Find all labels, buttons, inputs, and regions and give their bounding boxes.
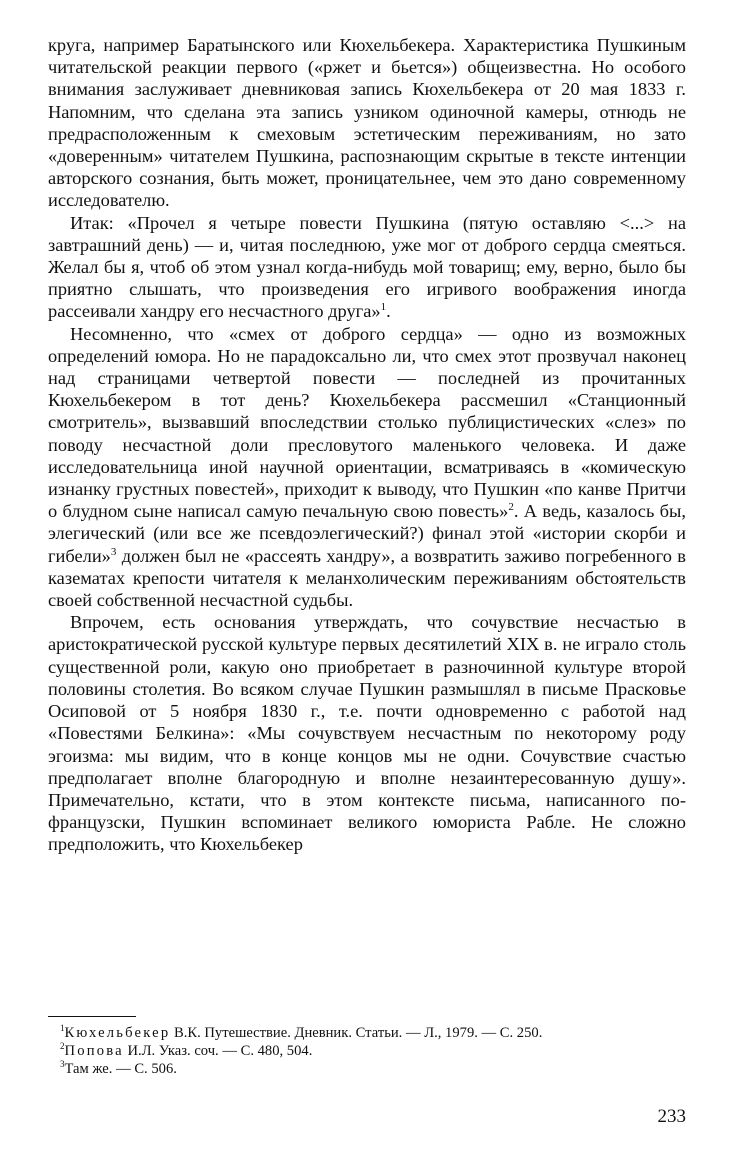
- paragraph-3-text-a: Несомненно, что «смех от доброго сердца» — одно из возможных определений юмора. Но не парадоксально ли, что смех этот прозвучал наконец над страницами четвертой повести — последней из прочитанных Кюхельбекером в тот день? Кюхельбекера рассмешил «Станционный смотритель», вызвавший впоследствии столько публицистических «слез» по поводу несчастной доли пресловутого маленького человека. И даже исследовательница иной научной ориентации, всматриваясь в «комическую изнанку грустных повестей», приходит к выводу, что Пушкин «по канве Притчи о блудном сыне написал самую печальную свою повесть»: [48, 323, 686, 522]
- paragraph-4-text: Впрочем, есть основания утверждать, что сочувствие несчастью в аристократической русской культуре первых десятилетий XIX в. не играло столь существенной роли, какую оно приобретает в разночинной культуре второй половины столетия. Во всяком случае Пушкин размышлял в письме Прасковье Осиповой от 5 ноября 1830 г., т.е. почти одновременно с работой над «Повестями Белкина»: «Мы сочувствуем несчастным по некоторому роду эгоизма: мы видим, что в конце концов мы не одни. Сочувствие счастью предполагает вполне благородную и вполне незаинтересованную душу». Примечательно, кстати, что в этом контексте письма, написанного по-французски, Пушкин вспоминает великого юмориста Рабле. Не сложно предположить, что Кюхельбекер: [48, 612, 686, 855]
- paragraph-3-text-b: . А ведь, казалось бы, элегический (или все же псевдоэлегический?) финал этой «истории скорби и гибели»: [48, 501, 686, 566]
- footnote-3: [60, 1060, 686, 1078]
- footnote-ref-3: 3: [110, 545, 117, 558]
- paragraph-1-text: круга, например Баратынского или Кюхельбекера. Характеристика Пушкиным читательской реакции первого («ржет и бьется») общеизвестна. Но особого внимания заслуживает дневниковая запись Кюхельбекера от 20 мая 1833 г. Напомним, что сделана эта запись узником одиночной камеры, отнюдь не предрасположенным к смеховым эстетическим переживаниям, но зато «доверенным» читателем Пушкина, распознающим скрытые в тексте интенции авторского сознания, быть может, проницательнее, чем это дано современному исследователю.: [48, 35, 686, 211]
- main-text: [48, 34, 686, 856]
- footnote-2-author: Попова: [64, 1043, 124, 1059]
- footnote-2-text: И.Л. Указ. соч. — С. 480, 504.: [123, 1043, 313, 1059]
- footnote-ref-1: 1: [380, 301, 387, 314]
- footnote-2: [60, 1042, 686, 1060]
- footnote-3-text: Там же. — С. 506.: [64, 1061, 177, 1077]
- page-number: 233: [657, 1106, 686, 1127]
- footnote-2-mark: 2: [60, 1041, 65, 1052]
- footnote-divider: [48, 1016, 136, 1017]
- paragraph-3-text-c: должен был не «рассеять хандру», а возвратить заживо погребенного в казематах крепости читателя к меланхолическим переживаниям обстоятельств своей собственной несчастной судьбы.: [48, 545, 686, 611]
- paragraph-3: [48, 323, 686, 612]
- paragraph-1: [48, 34, 686, 212]
- footnotes: [60, 1024, 686, 1078]
- footnote-1-text: В.К. Путешествие. Дневник. Статьи. — Л., 1979. — С. 250.: [170, 1025, 543, 1041]
- footnote-ref-2: 2: [508, 501, 514, 514]
- paragraph-2-text: Итак: «Прочел я четыре повести Пушкина (пятую оставляю <...> на завтрашний день) — и, читая последнюю, уже мог от доброго сердца смеяться. Желал бы я, чтоб об этом узнал когда-нибудь мой товарищ; ему, верно, было бы приятно слышать, что произведения его игривого воображения иногда рассеивали хандру его несчастного друга»: [48, 212, 686, 322]
- paragraph-4: [48, 611, 686, 855]
- footnote-1-author: Кюхельбекер: [64, 1025, 171, 1041]
- footnote-1: [60, 1024, 686, 1042]
- footnote-3-mark: 3: [60, 1059, 65, 1070]
- page-body: [48, 34, 686, 856]
- footnote-1-mark: 1: [60, 1023, 65, 1034]
- paragraph-2: Итак: «Прочел я четыре повести Пушкина (пятую оставляю <...> на завтрашний день) — и, читая последнюю, уже мог от доброго сердца смеяться. Желал бы я, чтоб об этом узнал когда-нибудь мой товарищ; ему, верно, было бы приятно слышать, что произведения его игривого воображения иногда рассеивали хандру его несчастного друга»$^1$.: [48, 212, 686, 322]
